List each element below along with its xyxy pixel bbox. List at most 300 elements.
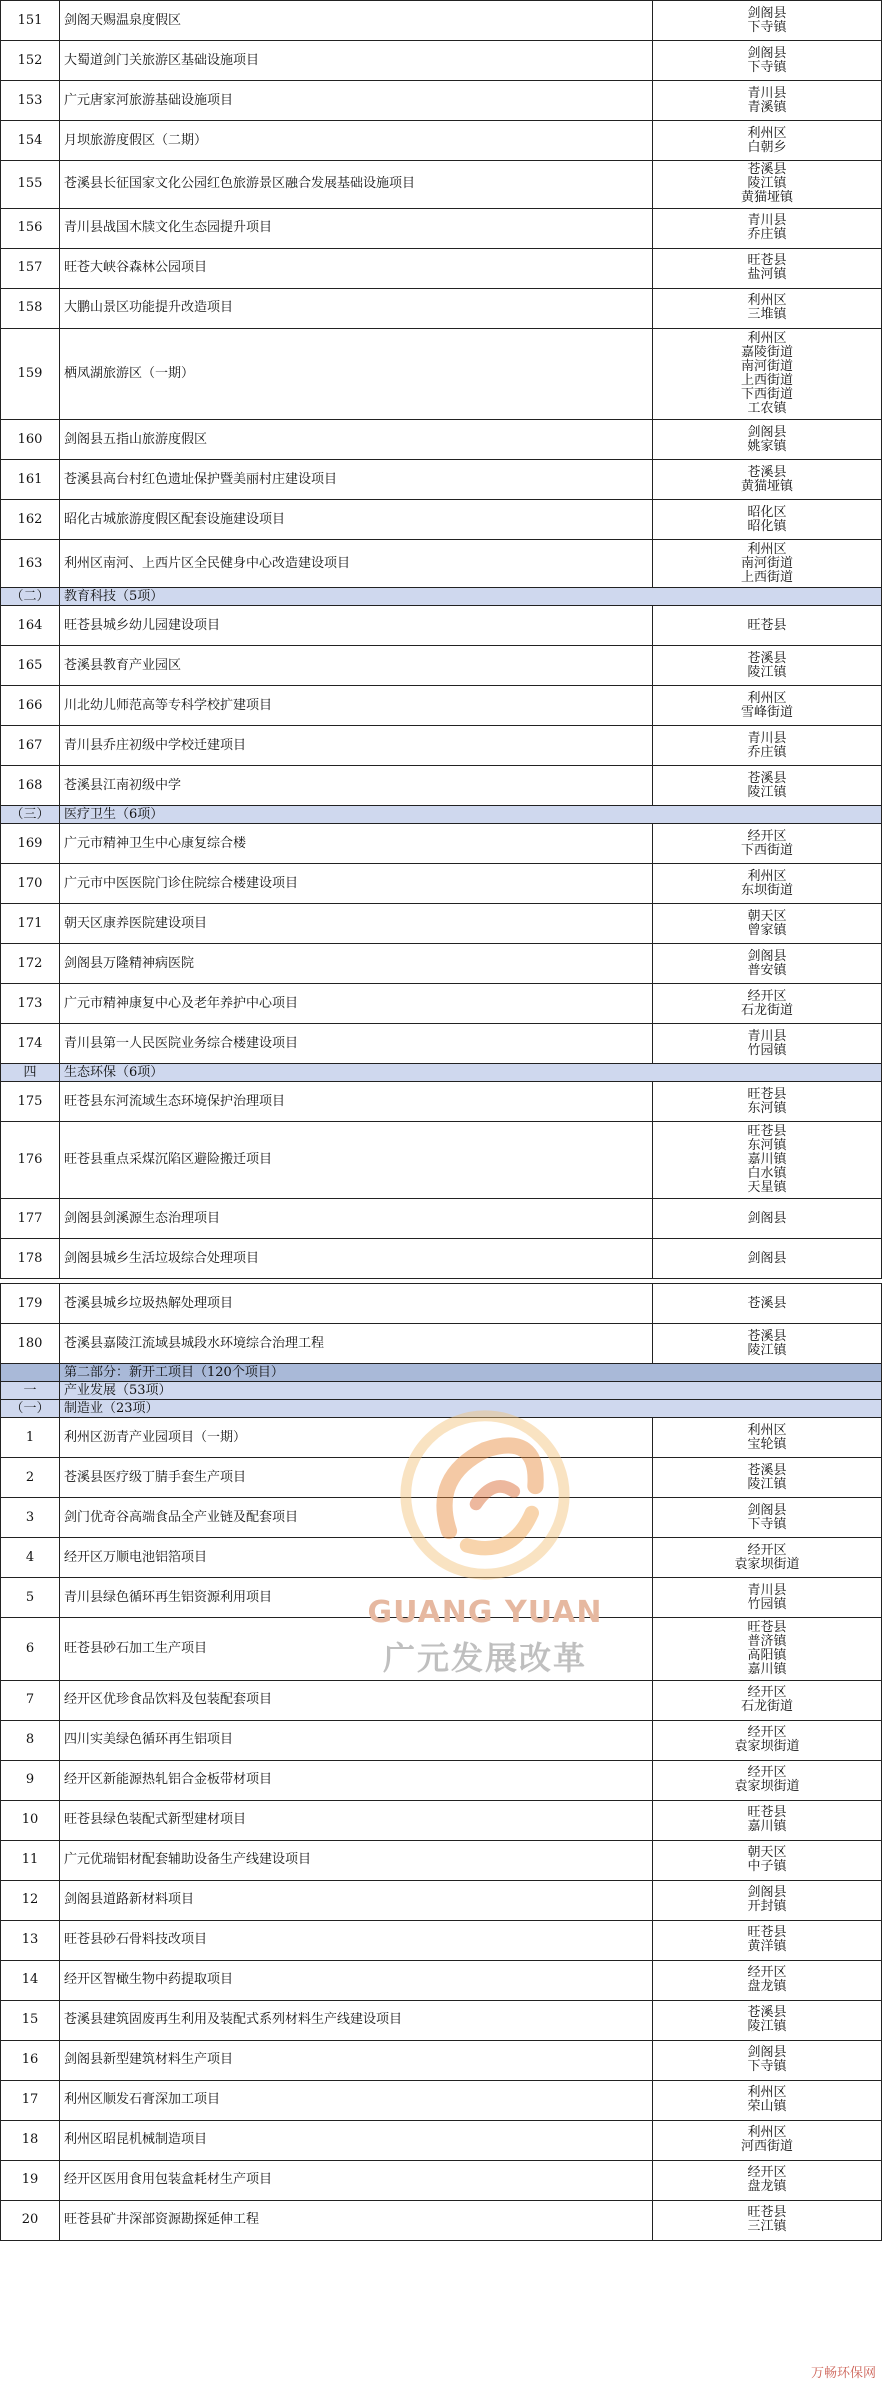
row-number: 163 bbox=[1, 540, 60, 588]
location-line: 陵江镇 bbox=[747, 1342, 787, 1358]
table-row bbox=[1, 1, 882, 41]
row-number: 19 bbox=[1, 2160, 60, 2200]
section-title: 医疗卫生（6项） bbox=[60, 806, 882, 824]
project-location bbox=[653, 646, 882, 686]
row-number: 152 bbox=[1, 41, 60, 81]
location-line: 袁家坝街道 bbox=[734, 1556, 800, 1572]
project-location bbox=[653, 1024, 882, 1064]
source-watermark: 万畅环保网 bbox=[810, 2366, 876, 2381]
location-line: 剑阁县 bbox=[747, 2045, 787, 2061]
location-line: 陵江镇 bbox=[747, 784, 787, 800]
location-line: 剑阁县 bbox=[747, 1250, 787, 1266]
project-name: 广元优瑞铝材配套辅助设备生产线建设项目 bbox=[60, 1840, 653, 1880]
section-number bbox=[1, 1364, 60, 1382]
location-line: 剑阁县 bbox=[747, 1210, 787, 1226]
project-location bbox=[653, 984, 882, 1024]
location-line: 苍溪县 bbox=[747, 770, 787, 786]
location-line: 嘉陵街道 bbox=[740, 345, 793, 361]
part-header-row bbox=[1, 1364, 882, 1382]
location-line: 青川县 bbox=[747, 213, 787, 229]
row-number: 180 bbox=[1, 1324, 60, 1364]
location-line: 三堆镇 bbox=[747, 307, 787, 323]
table-row bbox=[1, 1880, 882, 1920]
location-line: 河西街道 bbox=[740, 2139, 793, 2155]
project-location bbox=[653, 1122, 882, 1199]
table-row bbox=[1, 41, 882, 81]
location-line: 利州区 bbox=[747, 690, 787, 706]
table-row bbox=[1, 1538, 882, 1578]
location-line: 三江镇 bbox=[747, 2219, 787, 2235]
table-row bbox=[1, 1960, 882, 2000]
project-location bbox=[653, 1720, 882, 1760]
section-number: （一） bbox=[1, 1400, 60, 1418]
project-name: 旺苍县城乡幼儿园建设项目 bbox=[60, 606, 653, 646]
location-line: 石龙街道 bbox=[740, 1699, 793, 1715]
project-name: 剑阁县五指山旅游度假区 bbox=[60, 420, 653, 460]
table-row bbox=[1, 2000, 882, 2040]
row-number: 164 bbox=[1, 606, 60, 646]
row-number: 172 bbox=[1, 944, 60, 984]
project-location bbox=[653, 2000, 882, 2040]
project-name: 利州区昭昆机械制造项目 bbox=[60, 2120, 653, 2160]
location-line: 袁家坝街道 bbox=[734, 1739, 800, 1755]
location-line: 工农镇 bbox=[747, 401, 787, 417]
section-number: 四 bbox=[1, 1064, 60, 1082]
project-name: 剑阁县新型建筑材料生产项目 bbox=[60, 2040, 653, 2080]
location-line: 苍溪县 bbox=[747, 650, 787, 666]
project-name: 剑阁县城乡生活垃圾综合处理项目 bbox=[60, 1239, 653, 1279]
location-line: 曾家镇 bbox=[747, 922, 787, 938]
location-line: 陵江镇 bbox=[747, 176, 787, 192]
table-row bbox=[1, 646, 882, 686]
project-name: 四川实美绿色循环再生铝项目 bbox=[60, 1720, 653, 1760]
project-location bbox=[653, 1, 882, 41]
project-location bbox=[653, 606, 882, 646]
row-number: 168 bbox=[1, 766, 60, 806]
location-line: 利州区 bbox=[747, 2125, 787, 2141]
row-number: 6 bbox=[1, 1618, 60, 1680]
row-number: 165 bbox=[1, 646, 60, 686]
row-number: 157 bbox=[1, 248, 60, 288]
table-row bbox=[1, 288, 882, 328]
project-name: 青川县第一人民医院业务综合楼建设项目 bbox=[60, 1024, 653, 1064]
location-line: 经开区 bbox=[747, 1685, 787, 1701]
project-name: 利州区沥青产业园项目（一期） bbox=[60, 1418, 653, 1458]
row-number: 15 bbox=[1, 2000, 60, 2040]
table-row bbox=[1, 1199, 882, 1239]
project-name: 青川县乔庄初级中学校迁建项目 bbox=[60, 726, 653, 766]
project-location bbox=[653, 904, 882, 944]
project-name: 旺苍县矿井深部资源勘探延伸工程 bbox=[60, 2200, 653, 2240]
location-line: 经开区 bbox=[747, 828, 787, 844]
location-line: 袁家坝街道 bbox=[734, 1779, 800, 1795]
table-row bbox=[1, 824, 882, 864]
project-location bbox=[653, 2200, 882, 2240]
project-location bbox=[653, 1760, 882, 1800]
project-name: 剑阁天赐温泉度假区 bbox=[60, 1, 653, 41]
table-row bbox=[1, 1024, 882, 1064]
location-line: 利州区 bbox=[747, 541, 787, 557]
table-row bbox=[1, 1418, 882, 1458]
location-line: 下西街道 bbox=[740, 842, 793, 858]
location-line: 南河街道 bbox=[740, 555, 793, 571]
location-line: 姚家镇 bbox=[747, 438, 787, 454]
table-row bbox=[1, 1284, 882, 1324]
row-number: 7 bbox=[1, 1680, 60, 1720]
project-name: 苍溪县城乡垃圾热解处理项目 bbox=[60, 1284, 653, 1324]
project-location bbox=[653, 1680, 882, 1720]
project-location bbox=[653, 1239, 882, 1279]
project-name: 旺苍县重点采煤沉陷区避险搬迁项目 bbox=[60, 1122, 653, 1199]
project-name: 经开区优珍食品饮料及包装配套项目 bbox=[60, 1680, 653, 1720]
location-line: 黄猫垭镇 bbox=[740, 190, 793, 206]
location-line: 黄猫垭镇 bbox=[740, 478, 793, 494]
row-number: 176 bbox=[1, 1122, 60, 1199]
project-name: 苍溪县高台村红色遗址保护暨美丽村庄建设项目 bbox=[60, 460, 653, 500]
row-number: 179 bbox=[1, 1284, 60, 1324]
location-line: 陵江镇 bbox=[747, 664, 787, 680]
location-line: 旺苍县 bbox=[747, 1619, 787, 1635]
row-number: 14 bbox=[1, 1960, 60, 2000]
project-location bbox=[653, 81, 882, 121]
project-location bbox=[653, 2120, 882, 2160]
project-location bbox=[653, 1880, 882, 1920]
project-location bbox=[653, 460, 882, 500]
row-number: 154 bbox=[1, 121, 60, 161]
location-line: 陵江镇 bbox=[747, 2019, 787, 2035]
section-title: 产业发展（53项） bbox=[60, 1382, 882, 1400]
row-number: 174 bbox=[1, 1024, 60, 1064]
location-line: 昭化镇 bbox=[747, 518, 787, 534]
table-row bbox=[1, 904, 882, 944]
table-row bbox=[1, 540, 882, 588]
location-line: 旺苍县 bbox=[747, 1124, 787, 1140]
project-table-body bbox=[1, 1, 882, 2241]
project-name: 苍溪县江南初级中学 bbox=[60, 766, 653, 806]
location-line: 乔庄镇 bbox=[747, 227, 787, 243]
project-name: 利州区顺发石膏深加工项目 bbox=[60, 2080, 653, 2120]
project-location bbox=[653, 1960, 882, 2000]
project-location bbox=[653, 1418, 882, 1458]
project-location bbox=[653, 1800, 882, 1840]
row-number: 178 bbox=[1, 1239, 60, 1279]
location-line: 东坝街道 bbox=[740, 882, 793, 898]
project-location bbox=[653, 1199, 882, 1239]
project-name: 栖凤湖旅游区（一期） bbox=[60, 328, 653, 420]
project-location bbox=[653, 864, 882, 904]
project-name: 青川县战国木牍文化生态园提升项目 bbox=[60, 208, 653, 248]
location-line: 天星镇 bbox=[747, 1180, 787, 1196]
location-line: 利州区 bbox=[747, 2085, 787, 2101]
location-line: 嘉川镇 bbox=[747, 1819, 787, 1835]
project-location bbox=[653, 1498, 882, 1538]
project-location bbox=[653, 1458, 882, 1498]
location-line: 黄洋镇 bbox=[747, 1939, 787, 1955]
section-number: 一 bbox=[1, 1382, 60, 1400]
location-line: 青川县 bbox=[747, 1582, 787, 1598]
table-row bbox=[1, 944, 882, 984]
location-line: 开封镇 bbox=[747, 1899, 787, 1915]
location-line: 白水镇 bbox=[747, 1166, 787, 1182]
watermark-chinese: 广元发展改革 bbox=[382, 1639, 587, 1677]
table-row bbox=[1, 460, 882, 500]
project-location bbox=[653, 726, 882, 766]
table-row bbox=[1, 81, 882, 121]
project-name: 经开区智橄生物中药提取项目 bbox=[60, 1960, 653, 2000]
section-title: 第二部分：新开工项目（120个项目） bbox=[60, 1364, 882, 1382]
project-name: 川北幼儿师范高等专科学校扩建项目 bbox=[60, 686, 653, 726]
project-location bbox=[653, 2040, 882, 2080]
section-number: （三） bbox=[1, 806, 60, 824]
location-line: 青川县 bbox=[747, 730, 787, 746]
row-number: 158 bbox=[1, 288, 60, 328]
table-row bbox=[1, 1082, 882, 1122]
table-row bbox=[1, 1498, 882, 1538]
table-row bbox=[1, 1618, 882, 1680]
location-line: 剑阁县 bbox=[747, 1502, 787, 1518]
row-number: 177 bbox=[1, 1199, 60, 1239]
location-line: 竹园镇 bbox=[747, 1596, 787, 1612]
row-number: 169 bbox=[1, 824, 60, 864]
project-location bbox=[653, 1840, 882, 1880]
location-line: 下寺镇 bbox=[747, 19, 787, 35]
location-line: 宝轮镇 bbox=[747, 1436, 787, 1452]
section-number: （二） bbox=[1, 588, 60, 606]
location-line: 普济镇 bbox=[747, 1633, 787, 1649]
project-location bbox=[653, 121, 882, 161]
table-row bbox=[1, 1458, 882, 1498]
project-location bbox=[653, 208, 882, 248]
project-location bbox=[653, 2160, 882, 2200]
table-row bbox=[1, 2200, 882, 2240]
project-name: 广元唐家河旅游基础设施项目 bbox=[60, 81, 653, 121]
project-location bbox=[653, 41, 882, 81]
location-line: 白朝乡 bbox=[747, 139, 787, 155]
location-line: 普安镇 bbox=[747, 962, 787, 978]
location-line: 利州区 bbox=[747, 293, 787, 309]
table-row bbox=[1, 1680, 882, 1720]
project-name: 经开区万顺电池铝箔项目 bbox=[60, 1538, 653, 1578]
table-row bbox=[1, 2120, 882, 2160]
project-location bbox=[653, 1324, 882, 1364]
location-line: 旺苍县 bbox=[747, 1805, 787, 1821]
table-row bbox=[1, 420, 882, 460]
location-line: 上西街道 bbox=[740, 373, 793, 389]
row-number: 9 bbox=[1, 1760, 60, 1800]
location-line: 剑阁县 bbox=[747, 5, 787, 21]
table-row bbox=[1, 1239, 882, 1279]
row-number: 171 bbox=[1, 904, 60, 944]
location-line: 南河街道 bbox=[740, 359, 793, 375]
project-name: 大蜀道剑门关旅游区基础设施项目 bbox=[60, 41, 653, 81]
location-line: 利州区 bbox=[747, 331, 787, 347]
location-line: 旺苍县 bbox=[747, 1925, 787, 1941]
location-line: 乔庄镇 bbox=[747, 744, 787, 760]
row-number: 170 bbox=[1, 864, 60, 904]
location-line: 经开区 bbox=[747, 1725, 787, 1741]
location-line: 东河镇 bbox=[747, 1138, 787, 1154]
table-row bbox=[1, 1578, 882, 1618]
project-location bbox=[653, 824, 882, 864]
location-line: 石龙街道 bbox=[740, 1002, 793, 1018]
location-line: 苍溪县 bbox=[747, 162, 787, 178]
table-row bbox=[1, 121, 882, 161]
location-line: 高阳镇 bbox=[747, 1647, 787, 1663]
project-name: 广元市中医医院门诊住院综合楼建设项目 bbox=[60, 864, 653, 904]
row-number: 4 bbox=[1, 1538, 60, 1578]
location-line: 青川县 bbox=[747, 85, 787, 101]
project-location bbox=[653, 1618, 882, 1680]
location-line: 旺苍县 bbox=[747, 617, 787, 633]
project-location bbox=[653, 1082, 882, 1122]
row-number: 18 bbox=[1, 2120, 60, 2160]
project-name: 朝天区康养医院建设项目 bbox=[60, 904, 653, 944]
location-line: 朝天区 bbox=[747, 908, 787, 924]
location-line: 青溪镇 bbox=[747, 99, 787, 115]
location-line: 利州区 bbox=[747, 1422, 787, 1438]
location-line: 朝天区 bbox=[747, 1845, 787, 1861]
project-location bbox=[653, 500, 882, 540]
watermark-english: GUANG YUAN bbox=[367, 1595, 603, 1630]
location-line: 剑阁县 bbox=[747, 424, 787, 440]
project-location bbox=[653, 2080, 882, 2120]
project-name: 旺苍县砂石加工生产项目 bbox=[60, 1618, 653, 1680]
project-name: 苍溪县建筑固废再生利用及装配式系列材料生产线建设项目 bbox=[60, 2000, 653, 2040]
row-number: 17 bbox=[1, 2080, 60, 2120]
location-line: 经开区 bbox=[747, 2165, 787, 2181]
location-line: 下寺镇 bbox=[747, 1516, 787, 1532]
location-line: 雪峰街道 bbox=[740, 704, 793, 720]
table-row bbox=[1, 1840, 882, 1880]
project-location bbox=[653, 1920, 882, 1960]
project-name: 昭化古城旅游度假区配套设施建设项目 bbox=[60, 500, 653, 540]
location-line: 陵江镇 bbox=[747, 1476, 787, 1492]
location-line: 旺苍县 bbox=[747, 2205, 787, 2221]
project-location bbox=[653, 540, 882, 588]
project-location bbox=[653, 1578, 882, 1618]
location-line: 剑阁县 bbox=[747, 948, 787, 964]
location-line: 下寺镇 bbox=[747, 2059, 787, 2075]
location-line: 上西街道 bbox=[740, 569, 793, 585]
row-number: 175 bbox=[1, 1082, 60, 1122]
table-row bbox=[1, 1800, 882, 1840]
location-line: 嘉川镇 bbox=[747, 1661, 787, 1677]
project-location bbox=[653, 328, 882, 420]
section-title: 生态环保（6项） bbox=[60, 1064, 882, 1082]
row-number: 12 bbox=[1, 1880, 60, 1920]
project-name: 经开区新能源热轧铝合金板带材项目 bbox=[60, 1760, 653, 1800]
row-number: 151 bbox=[1, 1, 60, 41]
project-name: 剑门优奇谷高端食品全产业链及配套项目 bbox=[60, 1498, 653, 1538]
project-name: 剑阁县万隆精神病医院 bbox=[60, 944, 653, 984]
table-row bbox=[1, 208, 882, 248]
location-line: 盐河镇 bbox=[747, 267, 787, 283]
project-location bbox=[653, 1284, 882, 1324]
table-row bbox=[1, 328, 882, 420]
location-line: 下西街道 bbox=[740, 387, 793, 403]
project-name: 青川县绿色循环再生铝资源利用项目 bbox=[60, 1578, 653, 1618]
project-location bbox=[653, 1538, 882, 1578]
location-line: 荣山镇 bbox=[747, 2099, 787, 2115]
row-number: 173 bbox=[1, 984, 60, 1024]
project-name: 苍溪县嘉陵江流域县城段水环境综合治理工程 bbox=[60, 1324, 653, 1364]
row-number: 156 bbox=[1, 208, 60, 248]
table-row bbox=[1, 1122, 882, 1199]
section-title: 教育科技（5项） bbox=[60, 588, 882, 606]
location-line: 中子镇 bbox=[747, 1859, 787, 1875]
row-number: 160 bbox=[1, 420, 60, 460]
location-line: 盘龙镇 bbox=[747, 2179, 787, 2195]
section-header-row bbox=[1, 1064, 882, 1082]
location-line: 下寺镇 bbox=[747, 59, 787, 75]
project-name: 利州区南河、上西片区全民健身中心改造建设项目 bbox=[60, 540, 653, 588]
project-name: 剑阁县道路新材料项目 bbox=[60, 1880, 653, 1920]
location-line: 经开区 bbox=[747, 1542, 787, 1558]
table-row bbox=[1, 864, 882, 904]
table-row bbox=[1, 500, 882, 540]
project-name: 苍溪县医疗级丁腈手套生产项目 bbox=[60, 1458, 653, 1498]
project-name: 经开区医用食用包装盒耗材生产项目 bbox=[60, 2160, 653, 2200]
project-name: 月坝旅游度假区（二期） bbox=[60, 121, 653, 161]
section-header-row bbox=[1, 588, 882, 606]
location-line: 利州区 bbox=[747, 868, 787, 884]
section-header-row bbox=[1, 806, 882, 824]
location-line: 嘉川镇 bbox=[747, 1152, 787, 1168]
location-line: 竹园镇 bbox=[747, 1042, 787, 1058]
project-location bbox=[653, 161, 882, 209]
project-name: 旺苍县砂石骨料技改项目 bbox=[60, 1920, 653, 1960]
row-number: 162 bbox=[1, 500, 60, 540]
table-row bbox=[1, 2080, 882, 2120]
location-line: 苍溪县 bbox=[747, 464, 787, 480]
row-number: 1 bbox=[1, 1418, 60, 1458]
location-line: 苍溪县 bbox=[747, 1295, 787, 1311]
row-number: 10 bbox=[1, 1800, 60, 1840]
location-line: 经开区 bbox=[747, 1765, 787, 1781]
project-name: 大鹏山景区功能提升改造项目 bbox=[60, 288, 653, 328]
table-row bbox=[1, 2160, 882, 2200]
project-location bbox=[653, 686, 882, 726]
project-name: 剑阁县剑溪源生态治理项目 bbox=[60, 1199, 653, 1239]
location-line: 苍溪县 bbox=[747, 1462, 787, 1478]
project-name: 广元市精神卫生中心康复综合楼 bbox=[60, 824, 653, 864]
project-name: 旺苍县东河流域生态环境保护治理项目 bbox=[60, 1082, 653, 1122]
table-row bbox=[1, 1920, 882, 1960]
location-line: 昭化区 bbox=[747, 504, 787, 520]
project-location bbox=[653, 248, 882, 288]
row-number: 16 bbox=[1, 2040, 60, 2080]
table-row bbox=[1, 726, 882, 766]
project-name: 旺苍县绿色装配式新型建材项目 bbox=[60, 1800, 653, 1840]
row-number: 20 bbox=[1, 2200, 60, 2240]
row-number: 5 bbox=[1, 1578, 60, 1618]
row-number: 167 bbox=[1, 726, 60, 766]
row-number: 155 bbox=[1, 161, 60, 209]
table-row bbox=[1, 1760, 882, 1800]
location-line: 利州区 bbox=[747, 125, 787, 141]
location-line: 剑阁县 bbox=[747, 45, 787, 61]
project-location bbox=[653, 420, 882, 460]
project-name: 苍溪县教育产业园区 bbox=[60, 646, 653, 686]
location-line: 盘龙镇 bbox=[747, 1979, 787, 1995]
row-number: 11 bbox=[1, 1840, 60, 1880]
location-line: 剑阁县 bbox=[747, 1885, 787, 1901]
table-row bbox=[1, 606, 882, 646]
project-name: 苍溪县长征国家文化公园红色旅游景区融合发展基础设施项目 bbox=[60, 161, 653, 209]
location-line: 东河镇 bbox=[747, 1100, 787, 1116]
row-number: 159 bbox=[1, 328, 60, 420]
section-header-row bbox=[1, 1400, 882, 1418]
